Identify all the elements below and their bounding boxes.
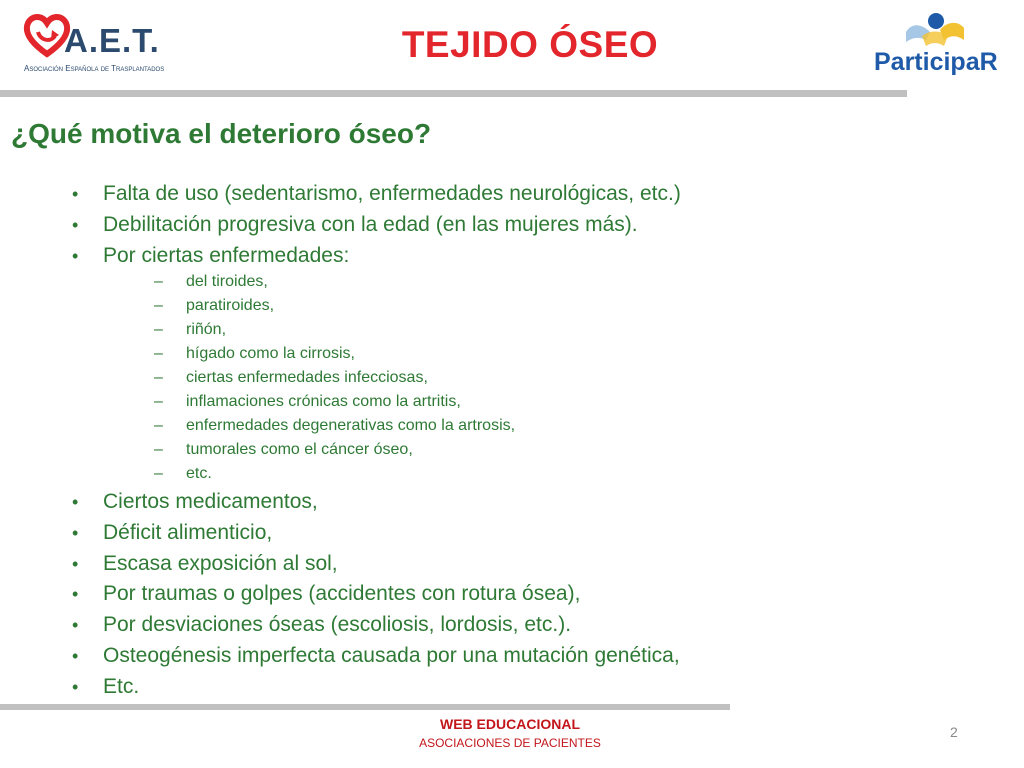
bullet-marker: • (72, 215, 79, 235)
sub-list-item: etc. (186, 465, 212, 482)
list-item: Falta de uso (sedentarismo, enfermedades neurológicas, etc.) (103, 182, 681, 205)
sub-list-item: del tiroides, (186, 273, 268, 290)
dash-marker: – (154, 393, 163, 410)
bullet-marker: • (72, 184, 79, 204)
section-heading: ¿Qué motiva el deterioro óseo? (11, 118, 432, 149)
bullet-marker: • (72, 246, 79, 266)
hands-icon (902, 12, 968, 52)
sub-list-item: riñón, (186, 321, 227, 338)
bottom-divider (0, 704, 730, 710)
top-divider (0, 90, 907, 97)
sub-list-item: enfermedades degenerativas como la artrosis, (186, 417, 516, 434)
dash-marker: – (154, 465, 163, 482)
footer-title: WEB EDUCACIONAL (440, 716, 580, 732)
bullet-marker: • (72, 646, 79, 666)
list-item: Por ciertas enfermedades: (103, 244, 350, 267)
bullet-marker: • (72, 523, 79, 543)
dash-marker: – (154, 369, 163, 386)
dash-marker: – (154, 273, 163, 290)
list-item: Por desviaciones óseas (escoliosis, lordosis, etc.). (103, 613, 572, 636)
page-title: TEJIDO ÓSEO (401, 24, 659, 65)
bullet-marker: • (72, 677, 79, 697)
bullet-marker: • (72, 492, 79, 512)
sub-list-item: hígado como la cirrosis, (186, 345, 355, 362)
participar-logo-text: ParticipaR (874, 48, 998, 76)
list-item: Por traumas o golpes (accidentes con rotura ósea), (103, 582, 581, 605)
page-number: 2 (950, 724, 958, 740)
sub-list-item: tumorales como el cáncer óseo, (186, 441, 413, 458)
dash-marker: – (154, 345, 163, 362)
participar-logo (874, 12, 1000, 82)
bullet-marker: • (72, 615, 79, 635)
sub-list-item: inflamaciones crónicas como la artritis, (186, 393, 461, 410)
list-item: Debilitación progresiva con la edad (en las mujeres más). (103, 213, 638, 236)
list-item: Ciertos medicamentos, (103, 490, 318, 513)
sub-list-item: paratiroides, (186, 297, 275, 314)
aet-logo-subtitle: Asociación Española de Trasplantados (24, 64, 165, 73)
bullet-marker: • (72, 554, 79, 574)
footer-subtitle: ASOCIACIONES DE PACIENTES (419, 736, 601, 750)
list-item: Déficit alimenticio, (103, 521, 273, 544)
list-item: Escasa exposición al sol, (103, 552, 338, 575)
sub-list-item: ciertas enfermedades infecciosas, (186, 369, 428, 386)
list-item: Etc. (103, 675, 140, 698)
dash-marker: – (154, 441, 163, 458)
bullet-marker: • (72, 584, 79, 604)
dash-marker: – (154, 321, 163, 338)
aet-logo-name: A.E.T. (64, 22, 160, 59)
aet-logo (22, 10, 172, 80)
dash-marker: – (154, 417, 163, 434)
list-item: Osteogénesis imperfecta causada por una mutación genética, (103, 644, 680, 667)
dash-marker: – (154, 297, 163, 314)
